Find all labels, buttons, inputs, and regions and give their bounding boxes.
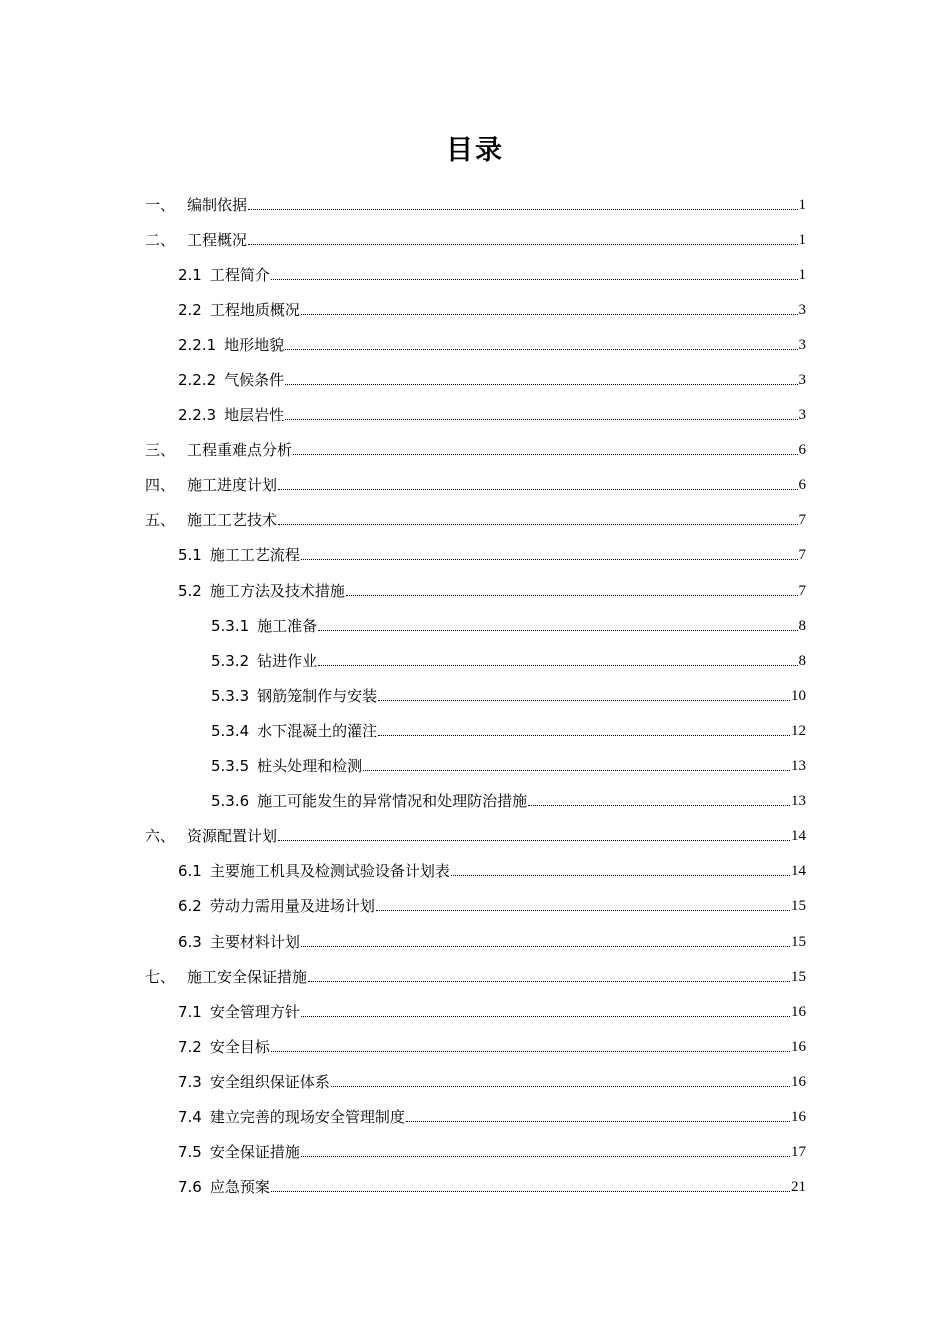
toc-entry-number: 2.2.2 [178,371,217,390]
toc-entry-label: 施工进度计划 [187,476,278,495]
toc-dot-leader [318,616,797,636]
toc-dot-leader [376,896,790,916]
toc-entry-page-number: 10 [791,687,806,704]
toc-dot-leader [301,545,798,565]
toc-dot-leader [301,1142,790,1162]
page-title: 目录 [446,135,504,166]
toc-entry-number: 2.2.3 [178,406,217,425]
toc-entry-page-number: 6 [798,477,806,494]
toc-dot-leader [363,756,790,776]
toc-entry-page-number: 8 [798,652,806,669]
toc-entry-label: 水下混凝土的灌注 [257,721,378,740]
toc-entry-label: 地层岩性 [224,406,285,425]
toc-entry-page-number: 14 [791,863,806,880]
toc-dot-leader [278,510,797,530]
toc-entry-label: 地形地貌 [224,335,285,354]
toc-entry-label: 工程重难点分析 [187,441,293,460]
toc-entry-number: 五、 [145,511,176,530]
toc-entry-number: 二、 [145,230,176,249]
toc-entry[interactable] [145,468,806,503]
toc-entry-number: 5.3.4 [211,721,250,740]
toc-entry-label: 施工方法及技术措施 [209,581,345,600]
toc-entry[interactable] [145,433,806,468]
toc-entry-page-number: 7 [798,547,806,564]
toc-entry-number: 6.3 [178,932,202,951]
toc-entry-label: 建立完善的现场安全管理制度 [209,1107,405,1126]
toc-entry[interactable] [178,573,806,608]
toc-entry-number: 一、 [145,195,176,214]
toc-dot-leader [378,721,790,741]
toc-dot-leader [378,686,790,706]
toc-entry[interactable] [178,257,806,292]
toc-dot-leader [301,300,798,320]
toc-entry-number: 5.3.3 [211,686,250,705]
toc-entry-label: 安全保证措施 [209,1143,300,1162]
toc-entry-label: 施工安全保证措施 [187,967,308,986]
toc-entry-page-number: 13 [791,793,806,810]
toc-entry-number: 5.2 [178,581,202,600]
toc-entry[interactable] [178,854,806,889]
toc-entry-number: 四、 [145,476,176,495]
toc-dot-leader [271,1177,790,1197]
toc-dot-leader [248,195,797,215]
toc-entry-label: 应急预案 [209,1178,270,1197]
toc-entry-page-number: 7 [798,512,806,529]
toc-entry-page-number: 8 [798,617,806,634]
toc-entry-page-number: 16 [791,1003,806,1020]
toc-entry-label: 主要施工机具及检测试验设备计划表 [209,862,450,881]
toc-dot-leader [406,1107,790,1127]
toc-entry[interactable] [211,678,806,713]
toc-dot-leader [301,932,790,952]
toc-entry[interactable] [178,1135,806,1170]
toc-entry-number: 5.3.6 [211,792,250,811]
toc-entry-label: 劳动力需用量及进场计划 [209,897,375,916]
toc-entry[interactable] [178,1029,806,1064]
toc-entry-label: 钢筋笼制作与安装 [257,686,378,705]
toc-entry-page-number: 3 [798,372,806,389]
toc-entry-number: 7.6 [178,1178,202,1197]
toc-dot-leader [308,967,790,987]
toc-dot-leader [331,1072,790,1092]
toc-entry-page-number: 15 [791,968,806,985]
table-of-contents [0,187,950,1205]
toc-entry-page-number: 6 [798,442,806,459]
toc-entry-page-number: 1 [798,266,806,283]
toc-dot-leader [278,826,790,846]
toc-entry[interactable] [178,1099,806,1134]
toc-entry-label: 安全管理方针 [209,1002,300,1021]
toc-entry-label: 施工工艺技术 [187,511,278,530]
toc-entry-number: 六、 [145,827,176,846]
toc-entry-page-number: 16 [791,1038,806,1055]
toc-entry-number: 5.1 [178,546,202,565]
toc-entry-page-number: 21 [791,1179,806,1196]
toc-entry[interactable] [211,749,806,784]
toc-entry-number: 7.1 [178,1002,202,1021]
toc-entry-label: 气候条件 [224,371,285,390]
toc-entry[interactable] [145,187,806,222]
toc-entry[interactable] [178,924,806,959]
toc-entry[interactable] [178,889,806,924]
toc-entry-number: 2.1 [178,265,202,284]
toc-entry-label: 资源配置计划 [187,827,278,846]
toc-entry[interactable] [178,538,806,573]
toc-entry-page-number: 3 [798,301,806,318]
toc-entry-page-number: 3 [798,336,806,353]
toc-entry[interactable] [211,643,806,678]
toc-entry-number: 5.3.2 [211,651,250,670]
toc-entry-page-number: 15 [791,898,806,915]
toc-entry-label: 工程简介 [209,265,270,284]
toc-entry-label: 钻进作业 [257,651,318,670]
toc-entry-label: 桩头处理和检测 [257,757,363,776]
toc-entry[interactable] [178,362,806,397]
toc-entry[interactable] [145,819,806,854]
toc-entry[interactable] [178,327,806,362]
toc-entry-page-number: 16 [791,1108,806,1125]
toc-dot-leader [285,405,797,425]
toc-entry-number: 7.5 [178,1143,202,1162]
toc-dot-leader [271,265,798,285]
toc-entry-page-number: 17 [791,1144,806,1161]
toc-entry-number: 三、 [145,441,176,460]
toc-entry[interactable] [145,222,806,257]
toc-entry-page-number: 7 [798,582,806,599]
toc-entry[interactable] [178,994,806,1029]
toc-entry-page-number: 15 [791,933,806,950]
toc-dot-leader [285,370,797,390]
toc-entry-label: 施工工艺流程 [209,546,300,565]
toc-entry-page-number: 3 [798,407,806,424]
toc-entry-number: 7.2 [178,1037,202,1056]
toc-entry-number: 5.3.1 [211,616,250,635]
toc-dot-leader [285,335,797,355]
toc-entry[interactable] [145,959,806,994]
toc-dot-leader [318,651,797,671]
toc-entry[interactable] [178,1064,806,1099]
toc-entry-number: 5.3.5 [211,757,250,776]
toc-entry-label: 编制依据 [187,195,248,214]
toc-entry-label: 工程概况 [187,230,248,249]
toc-entry-label: 主要材料计划 [209,932,300,951]
toc-dot-leader [451,861,790,881]
toc-entry[interactable] [145,503,806,538]
toc-entry-page-number: 1 [798,231,806,248]
toc-entry-label: 施工可能发生的异常情况和处理防治措施 [257,792,528,811]
toc-entry-number: 6.1 [178,862,202,881]
toc-entry-number: 7.3 [178,1072,202,1091]
toc-entry[interactable] [178,1170,806,1205]
toc-entry-number: 七、 [145,967,176,986]
toc-dot-leader [528,791,790,811]
toc-entry-number: 6.2 [178,897,202,916]
toc-entry-page-number: 14 [791,828,806,845]
toc-entry-number: 2.2.1 [178,335,217,354]
toc-dot-leader [271,1037,790,1057]
toc-entry[interactable] [211,713,806,748]
toc-entry-label: 安全目标 [209,1037,270,1056]
toc-entry-label: 工程地质概况 [209,300,300,319]
toc-entry-page-number: 13 [791,758,806,775]
toc-entry[interactable] [211,608,806,643]
toc-entry-label: 施工准备 [257,616,318,635]
toc-entry[interactable] [178,292,806,327]
toc-entry-page-number: 12 [791,722,806,739]
toc-dot-leader [248,230,797,250]
toc-dot-leader [293,440,797,460]
toc-entry-page-number: 16 [791,1073,806,1090]
toc-dot-leader [278,475,797,495]
toc-entry[interactable] [211,784,806,819]
toc-entry-number: 2.2 [178,300,202,319]
toc-entry[interactable] [178,398,806,433]
toc-dot-leader [301,1002,790,1022]
toc-entry-number: 7.4 [178,1107,202,1126]
toc-entry-page-number: 1 [798,196,806,213]
toc-dot-leader [346,581,798,601]
toc-entry-label: 安全组织保证体系 [209,1072,330,1091]
